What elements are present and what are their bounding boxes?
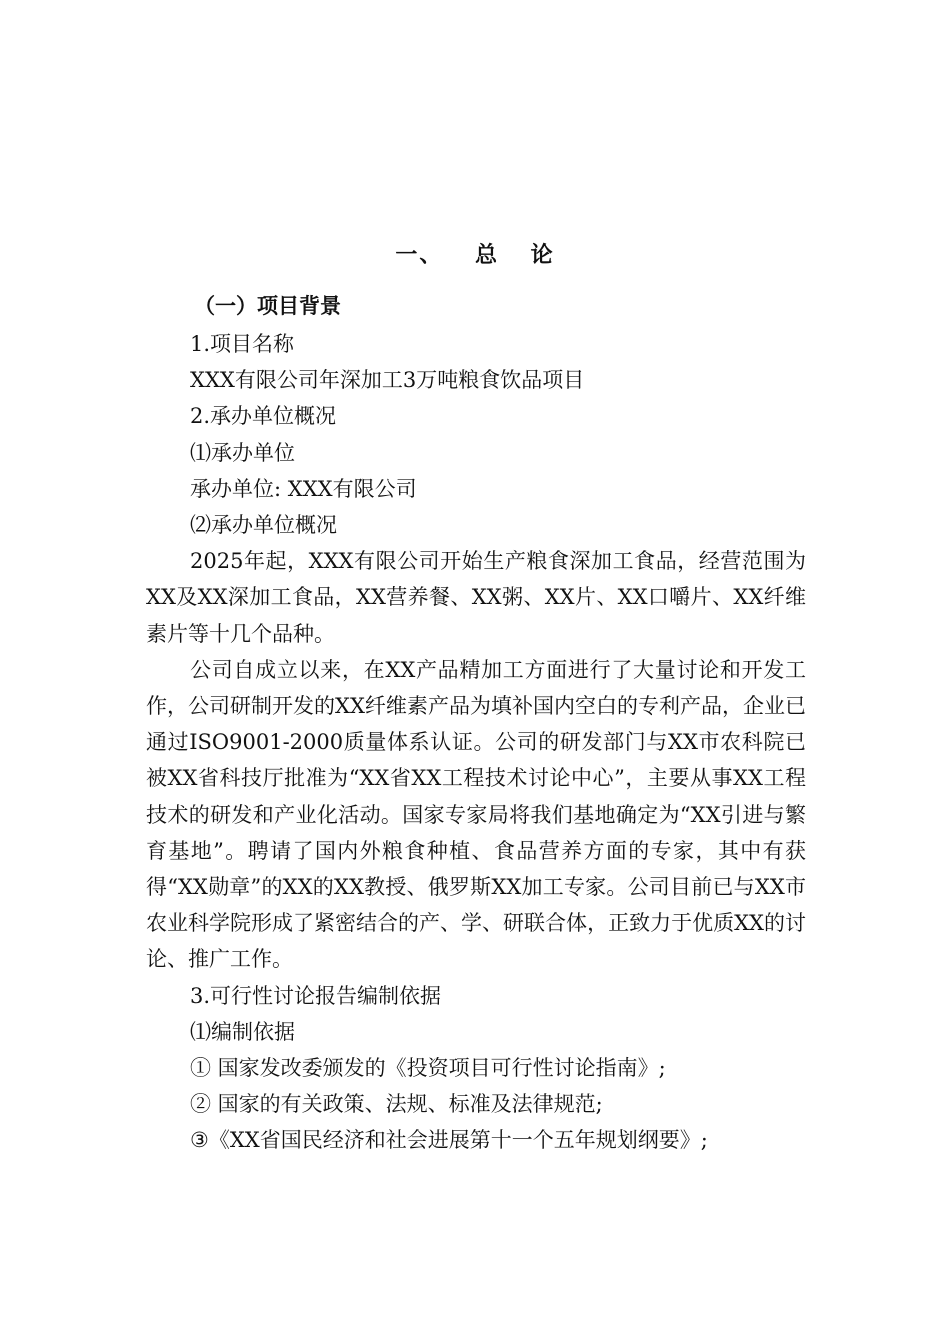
body-paragraph: 2025年起，XXX有限公司开始生产粮食深加工食品，经营范围为XX及XX深加工食品，XX营养餐、XX粥、XX片、XX口嚼片、XX纤维素片等十几个品种。: [146, 549, 806, 646]
section-heading: （一）项目背景: [194, 294, 341, 318]
body-paragraph: 公司自成立以来，在XX产品精加工方面进行了大量讨论和开发工作，公司研制开发的XX纤维素产品为填补国内空白的专利产品，企业已通过ISO9001-2000质量体系认证。公司的研发部门与XX市农科院已被XX省科技厅批准为“XX省XX工程技术讨论中心”，主要从事XX工程技术的研发和产业化活动。国家专家局将我们基地确定为“XX引进与繁育基地”。聘请了国内外粮食种植、食品营养方面的专家，其中有获得“XX勋章”的XX的XX教授、俄罗斯XX加工专家。公司目前已与XX市农业科学院形成了紧密结合的产、学、研联合体，正致力于优质XX的讨论、推广工作。: [146, 657, 806, 972]
item-label: 1.项目名称: [190, 332, 295, 356]
subitem-label: ⑴承办单位: [190, 440, 295, 465]
document-body: [146, 286, 806, 1159]
chapter-title: 一、 总 论: [395, 243, 555, 268]
item-value: XXX有限公司年深加工3万吨粮食饮品项目: [190, 368, 585, 393]
item-label: 3.可行性讨论报告编制依据: [190, 983, 442, 1008]
list-item: ① 国家发改委颁发的《投资项目可行性讨论指南》;: [190, 1056, 666, 1081]
list-item: ③《XX省国民经济和社会进展第十一个五年规划纲要》;: [190, 1128, 708, 1153]
item-label: 2.承办单位概况: [190, 404, 337, 429]
subitem-value: 承办单位: XXX有限公司: [190, 476, 417, 501]
subitem-label: ⑴编制依据: [190, 1019, 295, 1044]
subitem-label: ⑵承办单位概况: [190, 513, 337, 538]
list-item: ② 国家的有关政策、法规、标准及法律规范;: [190, 1092, 603, 1117]
